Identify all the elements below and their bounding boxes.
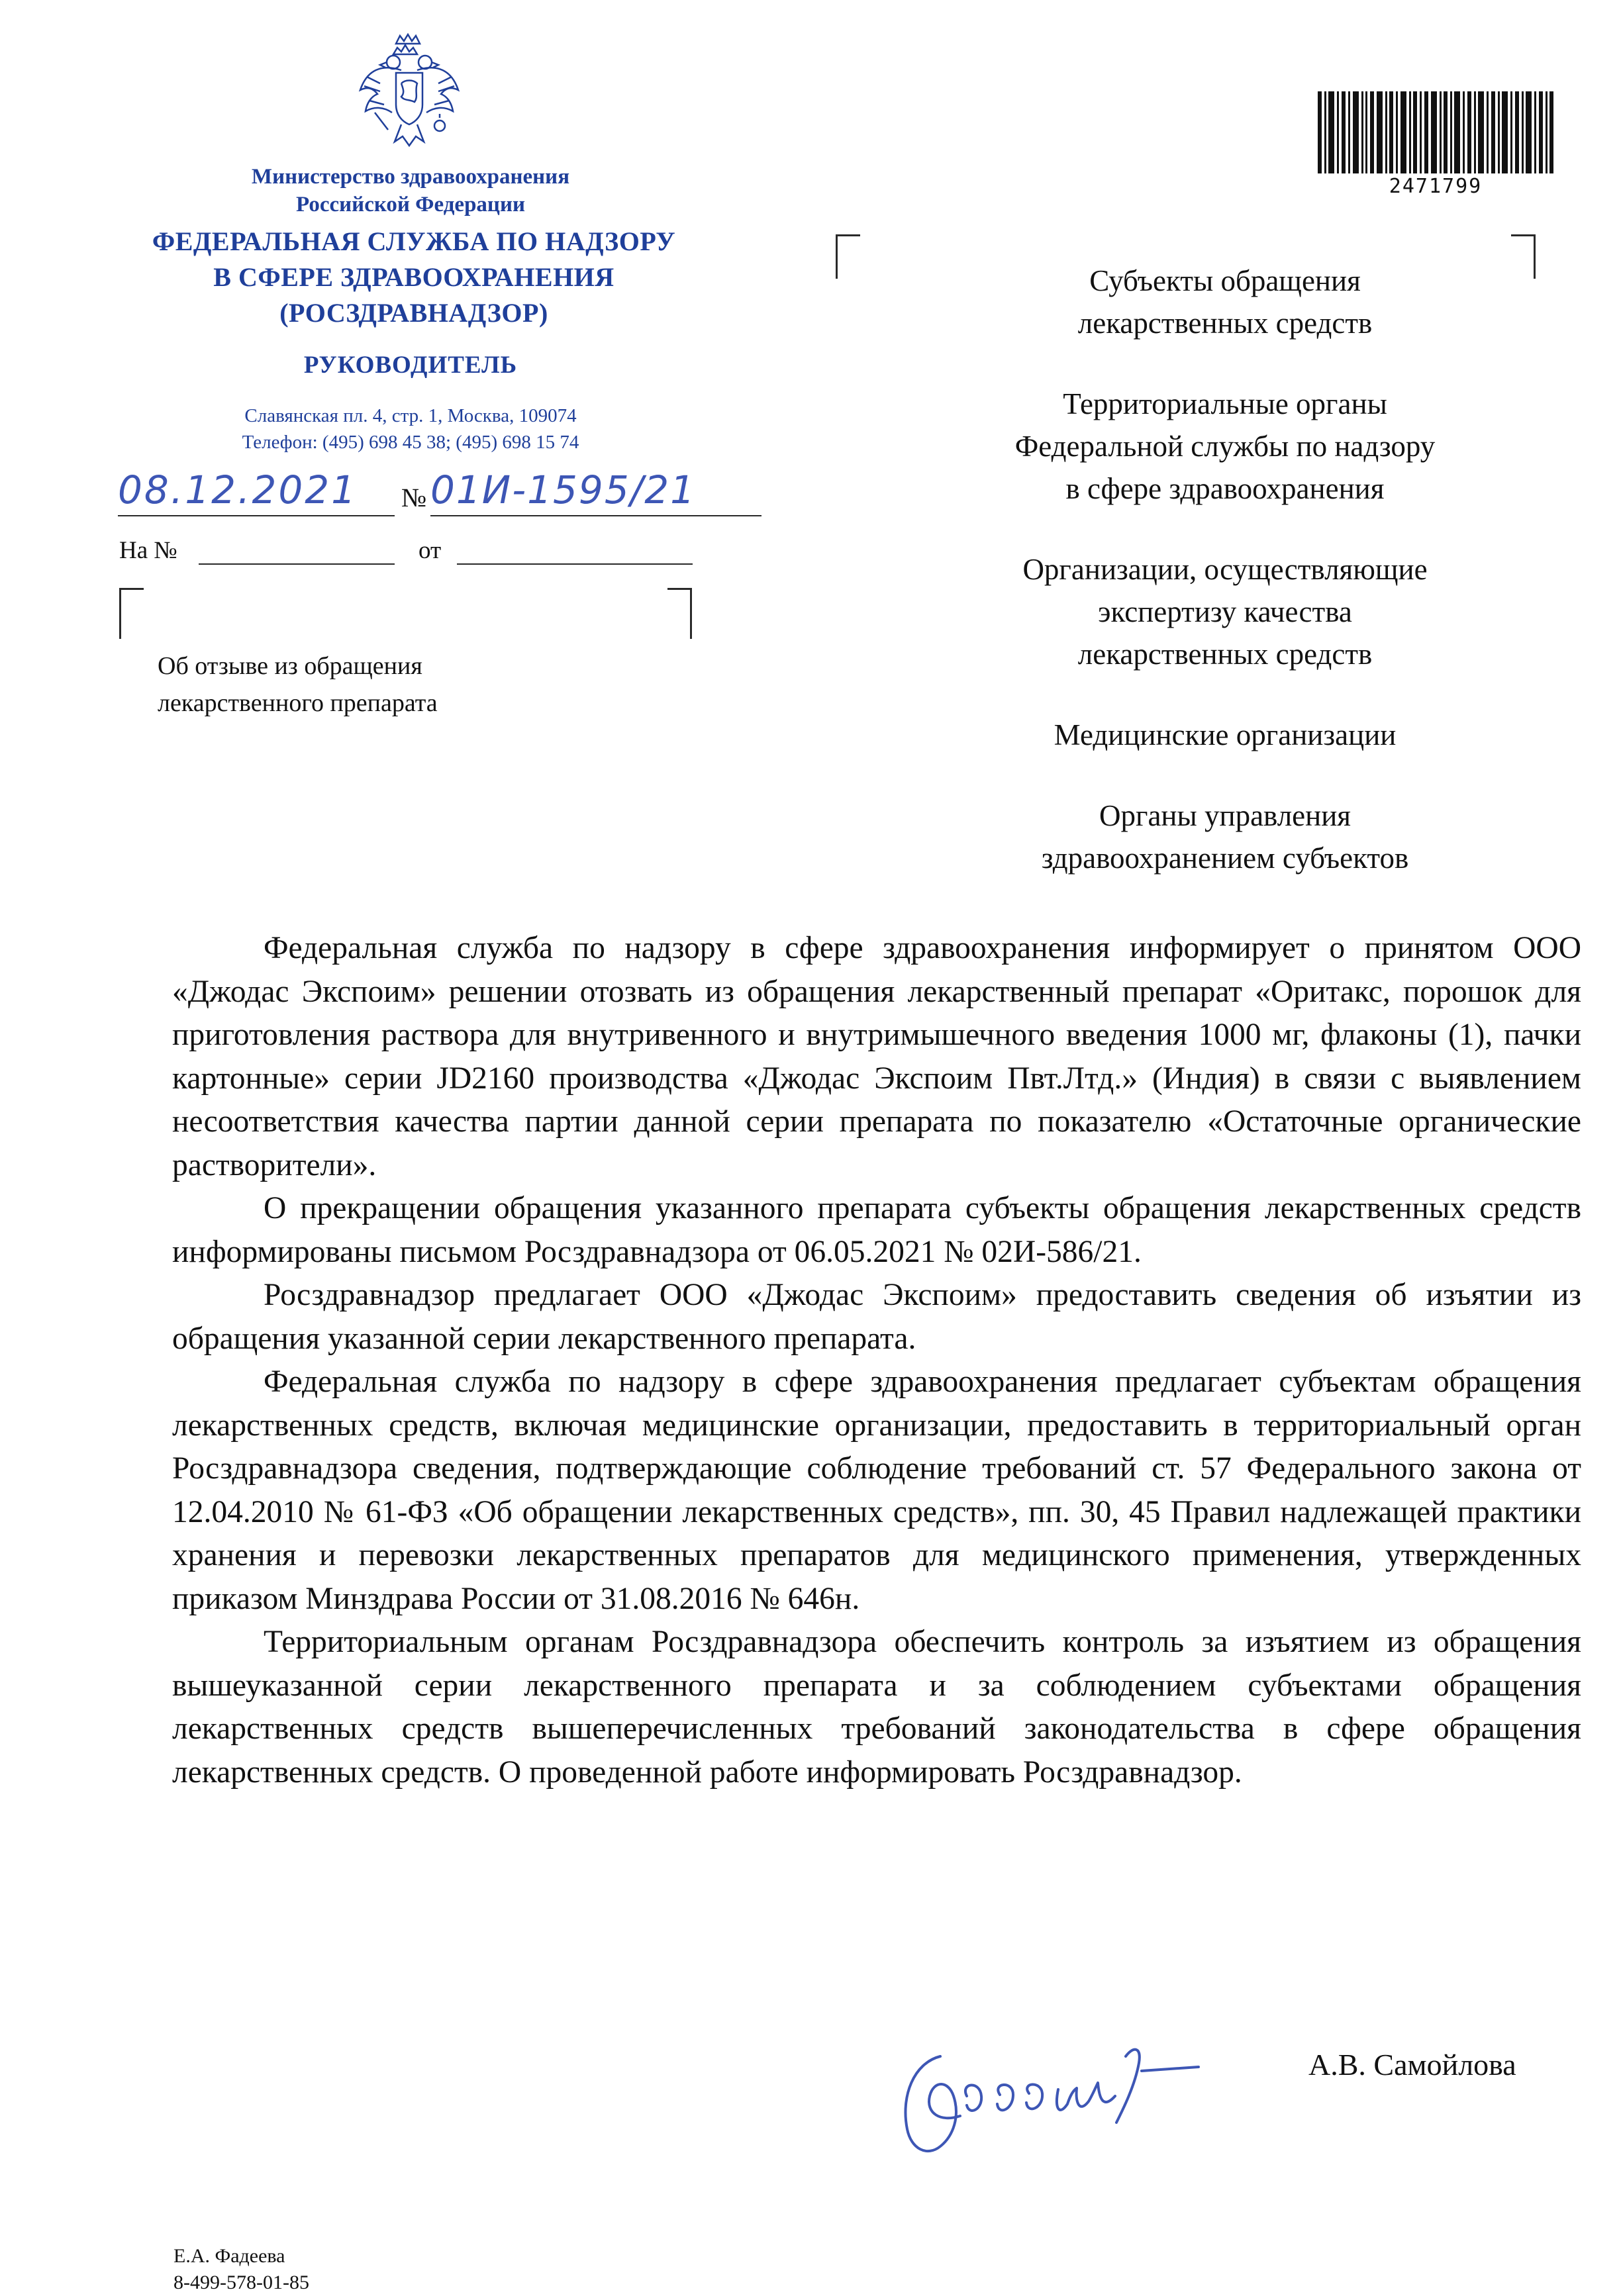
recipient-line: лекарственных средств <box>1077 638 1373 671</box>
recipient-group <box>927 260 1523 344</box>
barcode-icon <box>1316 91 1555 173</box>
ministry-line: Министерство здравоохранения <box>251 165 570 189</box>
recipient-group <box>927 548 1523 675</box>
number-underline <box>430 515 761 516</box>
service-line: ФЕДЕРАЛЬНАЯ СЛУЖБА ПО НАДЗОРУ <box>152 226 676 256</box>
recipient-line: Медицинские организации <box>1054 718 1397 751</box>
reference-number-field <box>199 563 395 565</box>
barcode-number: 2471799 <box>1389 175 1483 198</box>
subject-bracket-right <box>667 588 692 639</box>
recipients-block <box>927 260 1523 918</box>
address-block <box>146 403 675 455</box>
body-paragraph: О прекращении обращения указанного препарата субъекты обращения лекарственных средств информированы письмом Росздравнадзора от 06.05.2021 № 02И-586/21. <box>172 1191 1581 1269</box>
body-paragraph: Федеральная служба по надзору в сфере здравоохранения информирует о принятом ООО «Джодас Экспоим» решении отозвать из обращения лекарственный препарат «Оритакс, порошок для приготовления раствора для внутривенного и внутримышечного введения 1000 мг, флаконы (1), пачки картонные» серии JD2160 производства «Джодас Экспоим Пвт.Лтд.» (Индия) в связи с выявлением несоответствия качества партии данной серии препарата по показателю «Остаточные органические растворители». <box>172 931 1581 1182</box>
ministry-line: Российской Федерации <box>296 193 525 216</box>
reference-date-label: от <box>418 537 442 564</box>
recipient-line: Территориальные органы <box>1063 387 1387 420</box>
postal-address: Славянская пл. 4, стр. 1, Москва, 109074 <box>244 405 577 426</box>
recipient-line: Организации, осуществляющие <box>1022 553 1428 586</box>
recipient-line: лекарственных средств <box>1077 307 1373 340</box>
subject-line: Об отзыве из обращения <box>158 652 422 680</box>
recipient-line: Органы управления <box>1099 799 1351 832</box>
recipient-line: Федеральной службы по надзору <box>1014 430 1436 463</box>
recipient-group <box>927 383 1523 510</box>
recipient-line: Субъекты обращения <box>1089 264 1361 297</box>
subject-bracket-left <box>119 588 144 639</box>
handwritten-signature <box>887 2017 1258 2176</box>
body-paragraph: Федеральная служба по надзору в сфере здравоохранения предлагает субъектам обращения лекарственных средств, включая медицинские организации, предоставить в территориальный орган Росздравнадзора сведения, подтверждающие соблюдение требований ст. 57 Федерального закона от 12.04.2010 № 61-ФЗ «Об обращении лекарственных средств», пп. 30, 45 Правил надлежащей практики хранения и перевозки лекарственных препаратов для медицинского применения, утвержденных приказом Минздрава России от 31.08.2016 № 646н. <box>172 1364 1581 1616</box>
executor-name: Е.А. Фадеева <box>173 2245 285 2267</box>
service-name <box>99 224 728 331</box>
head-title: РУКОВОДИТЕЛЬ <box>303 352 518 379</box>
reference-number-label: На № <box>119 537 177 564</box>
service-line: В СФЕРЕ ЗДРАВООХРАНЕНИЯ <box>213 262 614 292</box>
outgoing-date: 08.12.2021 <box>118 467 358 512</box>
russian-coat-of-arms-icon <box>355 30 464 150</box>
recipient-line: экспертизу качества <box>1098 595 1352 628</box>
recipient-group <box>927 714 1523 756</box>
recipient-group <box>927 794 1523 879</box>
reference-date-field <box>457 563 693 565</box>
ministry-name <box>179 163 642 218</box>
signer-name: А.В. Самойлова <box>1308 2048 1516 2081</box>
date-underline <box>118 515 395 516</box>
addressee-bracket-left <box>836 234 860 279</box>
body-paragraph: Территориальным органам Росздравнадзора обеспечить контроль за изъятием из обращения вышеуказанной серии лекарственного препарата и за соблюдением субъектами обращения лекарственных средств вышеперечисленных требований законодательства в сфере обращения лекарственных средств. О проведенной работе информировать Росздравнадзор. <box>172 1625 1581 1790</box>
subject-line: лекарственного препарата <box>158 689 438 717</box>
number-label: № <box>401 483 427 512</box>
body-paragraph: Росздравнадзор предлагает ООО «Джодас Экспоим» предоставить сведения об изъятии из обращения указанной серии лекарственного препарата. <box>172 1278 1581 1356</box>
letter-body <box>172 927 1581 1794</box>
letter-subject <box>158 647 438 722</box>
outgoing-number: 01И-1595/21 <box>430 467 697 512</box>
service-line: (РОСЗДРАВНАДЗОР) <box>279 298 548 328</box>
recipient-line: здравоохранением субъектов <box>1041 841 1409 875</box>
recipient-line: в сфере здравоохранения <box>1065 472 1385 505</box>
executor-block <box>173 2243 309 2296</box>
phone-numbers: Телефон: (495) 698 45 38; (495) 698 15 74 <box>242 432 579 453</box>
executor-phone: 8-499-578-01-85 <box>173 2272 309 2293</box>
